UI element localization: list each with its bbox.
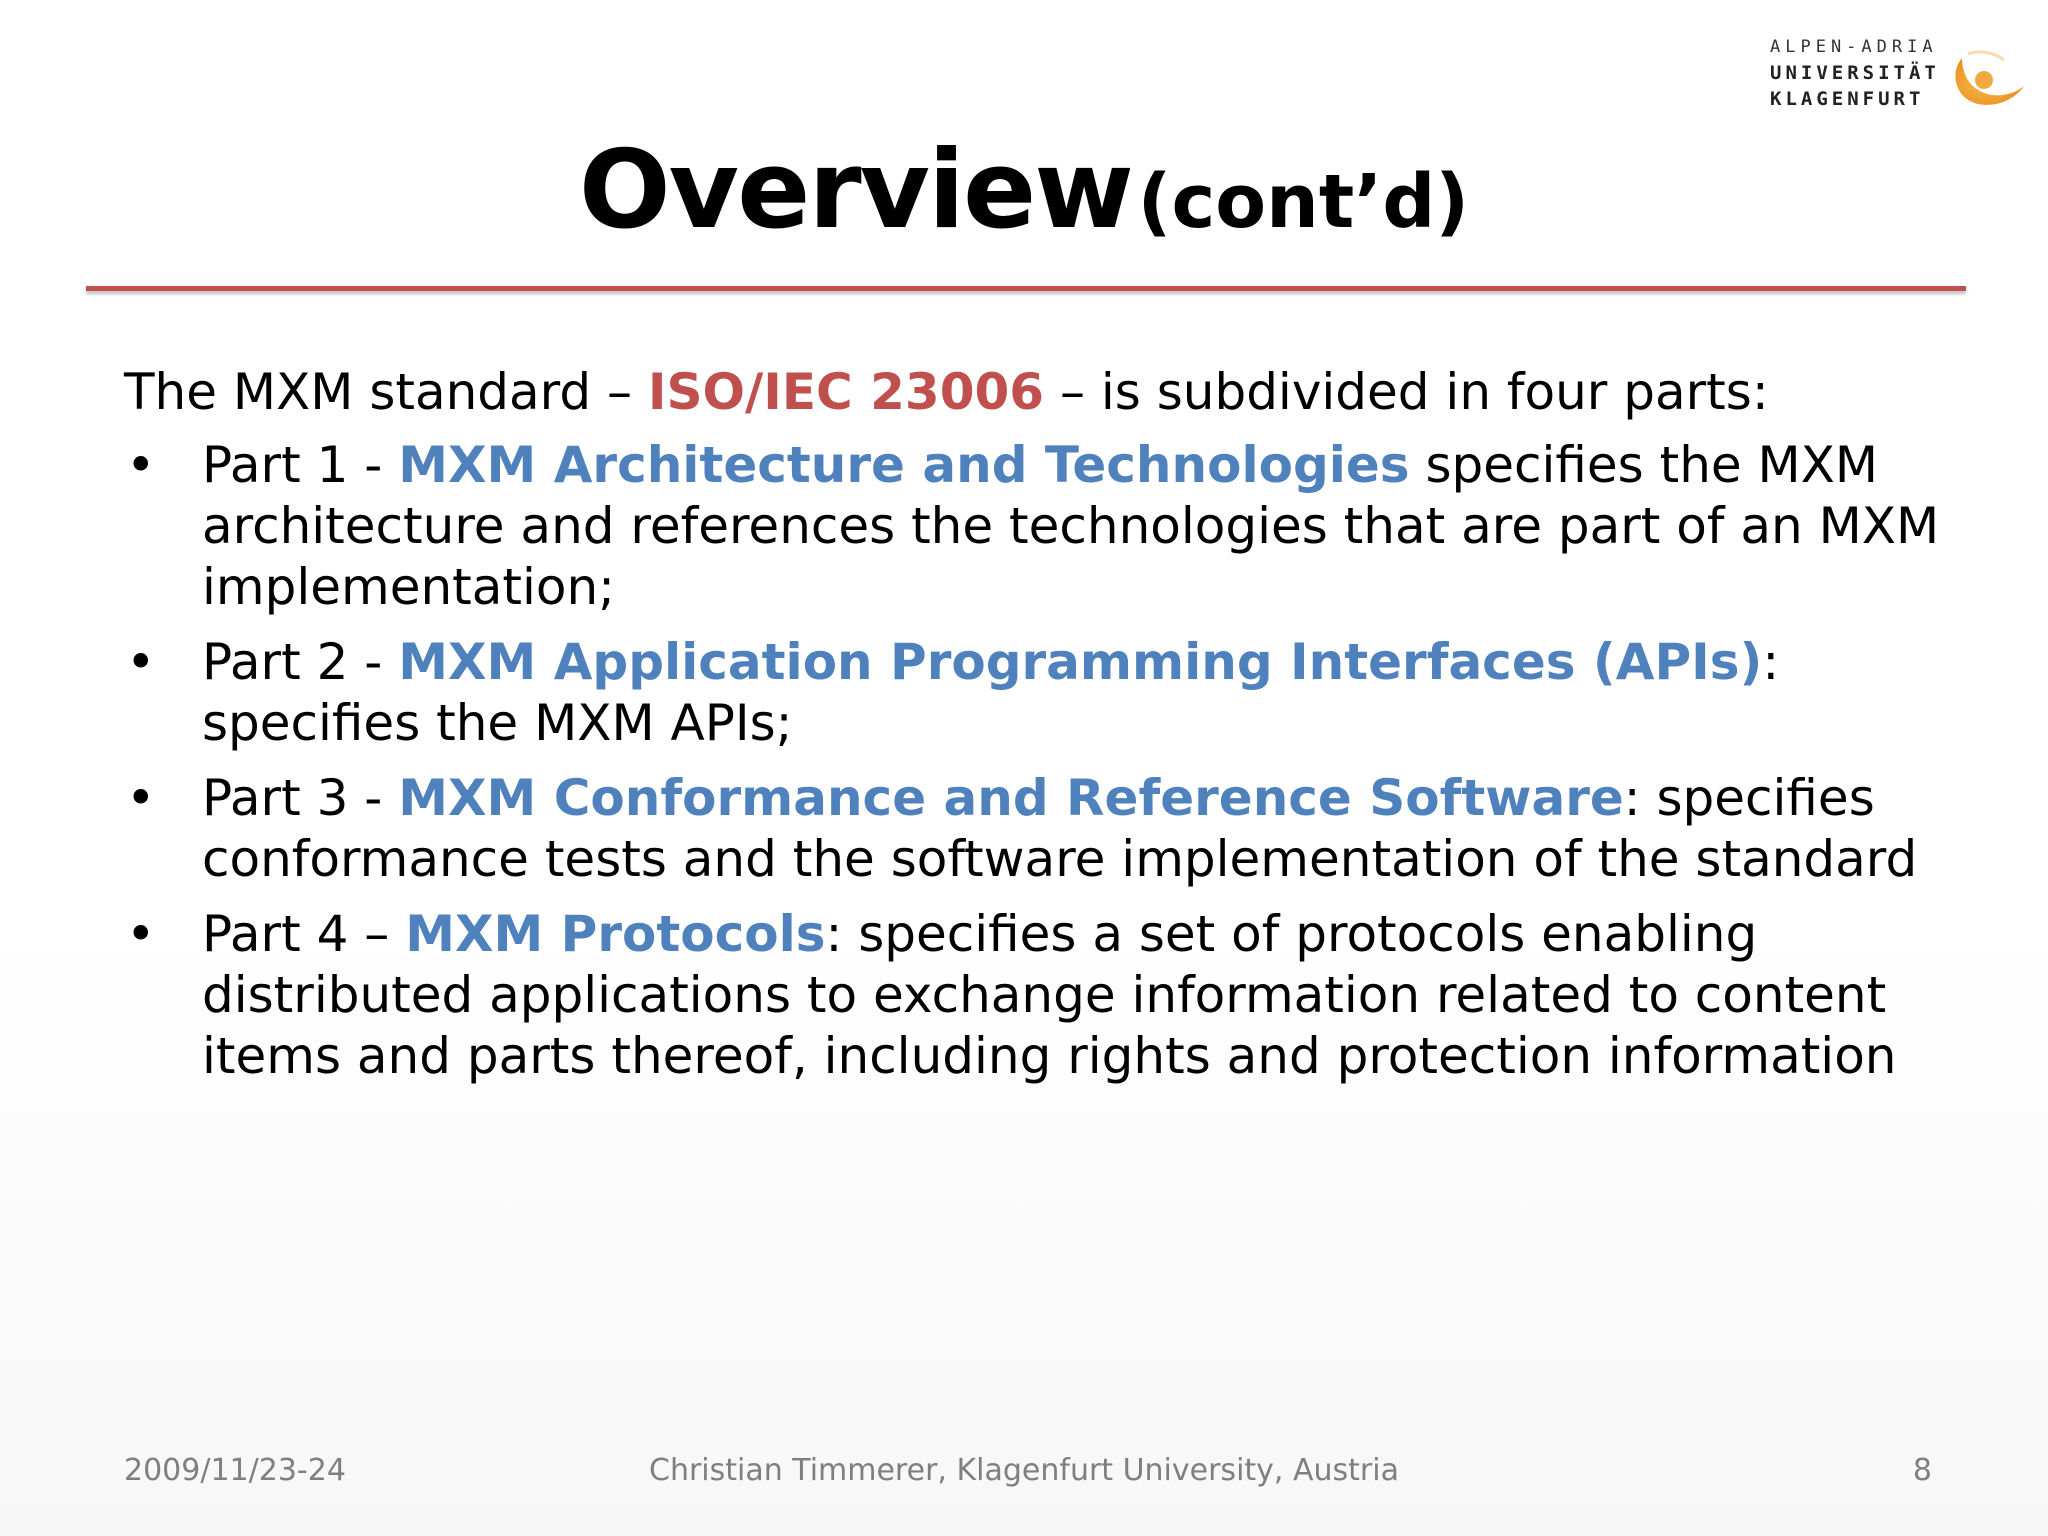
part-description: specifies the MXM architecture and references the technologies that are part of an MXM implementation; [202,436,1940,616]
slide-body [124,362,1984,1101]
university-logo [1770,30,2030,120]
part-name: MXM Conformance and Reference Software [398,769,1624,827]
parts-list [124,435,1984,1087]
part-name: MXM Protocols [405,905,826,963]
footer-author: Christian Timmerer, Klagenfurt University, Austria [649,1453,1399,1488]
part-prefix: Part 1 - [202,436,399,494]
part-prefix: Part 3 - [202,769,399,827]
part-prefix: Part 4 – [202,905,406,963]
part-name: MXM Architecture and Technologies [398,436,1410,494]
part-description: : specifies a set of protocols enabling distributed applications to exchange information related to content items and parts thereof, including rights and protection information [202,905,1897,1085]
logo-text [1770,34,1940,112]
intro-before: The MXM standard – [124,363,648,421]
slide-title [0,128,2048,253]
footer-date: 2009/11/23-24 [124,1453,346,1488]
part-prefix: Part 2 - [202,633,399,691]
logo-line-2: UNIVERSITÄT [1770,62,1940,84]
part-name: MXM Application Programming Interfaces (APIs) [398,633,1763,691]
standard-number: ISO/IEC 23006 [647,363,1045,421]
part-description: : specifies conformance tests and the software implementation of the standard [202,769,1918,888]
title-subtitle: (cont’d) [1137,159,1470,245]
bullet-icon: • [126,633,156,691]
list-item-part-4 [124,904,1984,1087]
bullet-icon: • [126,436,156,494]
list-item-part-2 [124,632,1984,754]
bullet-icon: • [126,769,156,827]
intro-after: – is subdivided in four parts: [1044,363,1769,421]
logo-crescent-icon [1948,46,2028,116]
title-divider [86,286,1966,291]
logo-line-1: ALPEN-ADRIA [1770,37,1938,57]
title-main: Overview [578,128,1133,253]
part-description: : specifies the MXM APIs; [202,633,1780,752]
intro-line [124,362,1984,423]
bullet-icon: • [126,905,156,963]
list-item-part-1 [124,435,1984,618]
list-item-part-3 [124,768,1984,890]
logo-line-3: KLAGENFURT [1770,88,1925,110]
page-number: 8 [1912,1453,1932,1488]
